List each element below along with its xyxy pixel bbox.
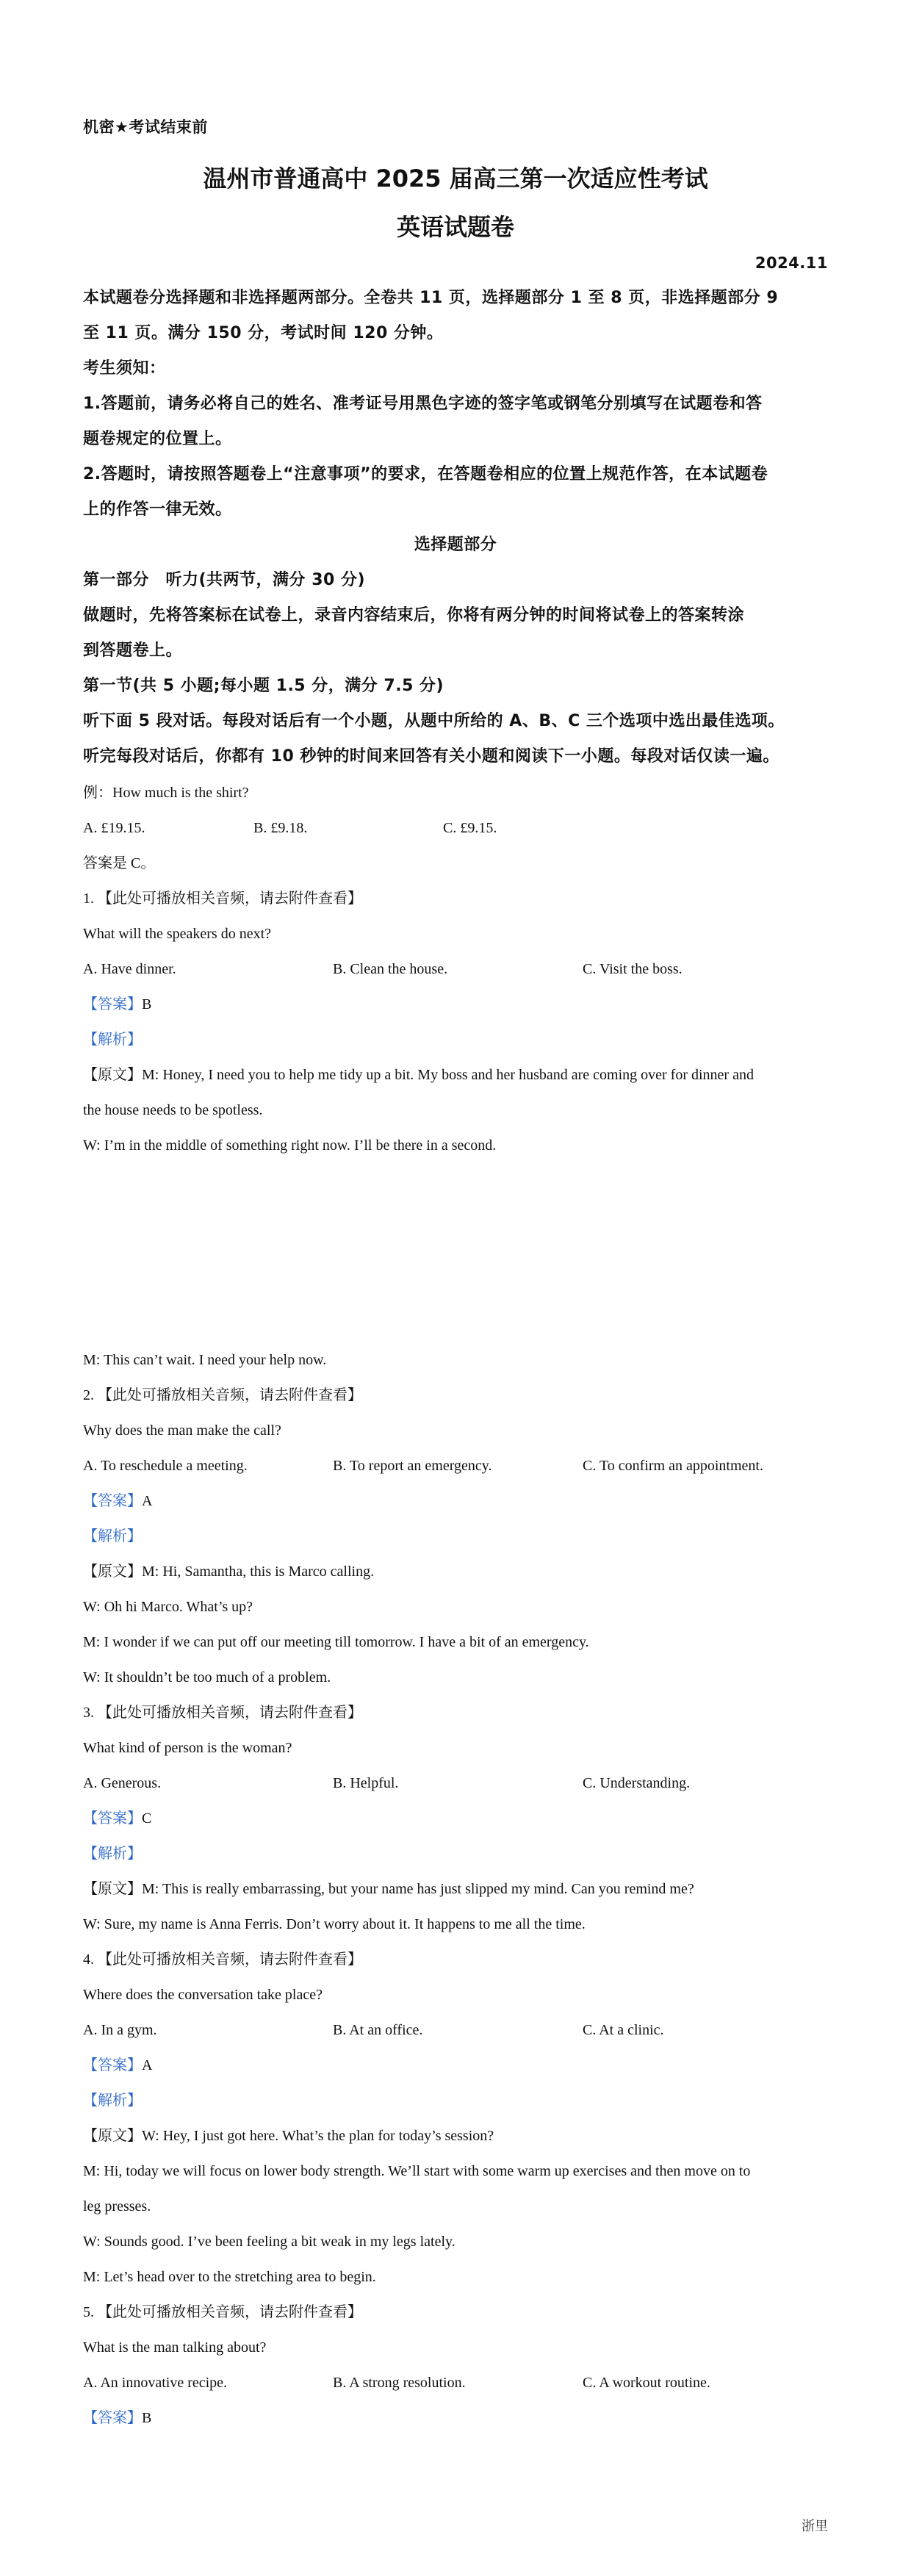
q2-option-a: A. To reschedule a meeting. xyxy=(83,1458,248,1474)
original-tag: 【原文】 xyxy=(83,1881,142,1897)
q4-transcript-1-text: W: Hey, I just got here. What’s the plan for today’s session? xyxy=(142,2128,494,2144)
q4-option-b: B. At an office. xyxy=(333,2022,423,2038)
q3-option-b: B. Helpful. xyxy=(333,1775,399,1791)
q4-transcript-4: M: Let’s head over to the stretching area to begin. xyxy=(83,2269,376,2285)
q1-number: 1. 【此处可播放相关音频，请去附件查看】 xyxy=(83,891,362,907)
q2-option-c: C. To confirm an appointment. xyxy=(583,1458,763,1474)
section-choice-heading: 选择题部分 xyxy=(414,536,497,554)
example-question: 例：How much is the shirt? xyxy=(83,785,249,801)
q2-transcript-1-text: M: Hi, Samantha, this is Marco calling. xyxy=(142,1564,375,1580)
q3-number: 3. 【此处可播放相关音频，请去附件查看】 xyxy=(83,1705,362,1721)
q5-number: 5. 【此处可播放相关音频，请去附件查看】 xyxy=(83,2304,362,2320)
q5-options xyxy=(83,2373,828,2392)
sec1-heading: 第一节(共 5 小题;每小题 1.5 分，满分 7.5 分) xyxy=(83,677,444,695)
sec1-instr-b: 听完每段对话后，你都有 10 秒钟的时间来回答有关小题和阅读下一小题。每段对话仅读一遍。 xyxy=(83,747,779,766)
q1-option-c: C. Visit the boss. xyxy=(583,961,683,977)
exam-date: 2024.11 xyxy=(755,254,828,272)
q3-option-c: C. Understanding. xyxy=(583,1775,691,1791)
original-tag: 【原文】 xyxy=(83,1067,142,1083)
example-option-c: C. £9.15. xyxy=(443,820,497,836)
q3-analysis-tag: 【解析】 xyxy=(83,1846,142,1862)
q1-options xyxy=(83,960,828,979)
part1-instr-b: 到答题卷上。 xyxy=(83,641,183,660)
q4-question: Where does the conversation take place? xyxy=(83,1987,323,2003)
q2-option-b: B. To report an emergency. xyxy=(333,1458,492,1474)
q3-transcript-2: W: Sure, my name is Anna Ferris. Don’t worry about it. It happens to me all the time. xyxy=(83,1916,586,1932)
intro-line-1: 本试题卷分选择题和非选择题两部分。全卷共 11 页，选择题部分 1 至 8 页，非选择题部分 9 xyxy=(83,289,779,307)
q4-transcript-2b: leg presses. xyxy=(83,2198,151,2215)
q4-transcript-2: M: Hi, today we will focus on lower body strength. We’ll start with some warm up exercises and then move on to xyxy=(83,2163,751,2179)
answer-tag: 【答案】 xyxy=(83,996,142,1012)
q2-transcript-4: W: It shouldn’t be too much of a problem. xyxy=(83,1669,331,1685)
page-footer: 浙里 xyxy=(802,2519,828,2534)
q3-transcript-1 xyxy=(83,1879,828,1899)
q4-option-c: C. At a clinic. xyxy=(583,2022,664,2038)
q5-question: What is the man talking about? xyxy=(83,2339,267,2356)
q3-option-a: A. Generous. xyxy=(83,1775,162,1791)
q3-answer xyxy=(83,1809,828,1828)
q4-option-a: A. In a gym. xyxy=(83,2022,157,2038)
intro-line-2: 至 11 页。满分 150 分，考试时间 120 分钟。 xyxy=(83,324,444,342)
notice-2b: 上的作答一律无效。 xyxy=(83,500,232,519)
q4-number: 4. 【此处可播放相关音频，请去附件查看】 xyxy=(83,1951,362,1968)
q1-transcript-1b: the house needs to be spotless. xyxy=(83,1102,263,1118)
exam-title: 温州市普通高中 2025 届高三第一次适应性考试 xyxy=(203,165,708,193)
q3-transcript-1-text: M: This is really embarrassing, but your name has just slipped my mind. Can you remind me? xyxy=(142,1881,694,1897)
original-tag: 【原文】 xyxy=(83,1564,142,1580)
notice-1b: 题卷规定的位置上。 xyxy=(83,430,232,448)
example-option-a: A. £19.15. xyxy=(83,820,145,836)
example-answer: 答案是 C。 xyxy=(83,855,156,871)
q4-options xyxy=(83,2021,828,2040)
q2-transcript-2: W: Oh hi Marco. What’s up? xyxy=(83,1599,253,1615)
q5-option-c: C. A workout routine. xyxy=(583,2375,710,2391)
q4-transcript-3: W: Sounds good. I’ve been feeling a bit weak in my legs lately. xyxy=(83,2234,455,2250)
q2-question: Why does the man make the call? xyxy=(83,1422,281,1439)
notice-title: 考生须知： xyxy=(83,359,166,378)
q2-analysis-tag: 【解析】 xyxy=(83,1528,142,1544)
part1-instr-a: 做题时，先将答案标在试卷上，录音内容结束后，你将有两分钟的时间将试卷上的答案转涂 xyxy=(83,606,745,625)
confidential-label: 机密★考试结束前 xyxy=(83,118,208,136)
q1-analysis-tag: 【解析】 xyxy=(83,1032,142,1048)
part1-heading: 第一部分 听力(共两节，满分 30 分) xyxy=(83,571,366,589)
q2-transcript-3: M: I wonder if we can put off our meeting till tomorrow. I have a bit of an emergency. xyxy=(83,1634,589,1650)
original-tag: 【原文】 xyxy=(83,2128,142,2144)
q2-answer-value: A xyxy=(142,1493,153,1509)
answer-tag: 【答案】 xyxy=(83,1493,142,1509)
q1-transcript-1 xyxy=(83,1065,828,1084)
exam-subtitle: 英语试题卷 xyxy=(396,213,514,241)
q1-answer-value: B xyxy=(142,996,152,1012)
q3-answer-value: C xyxy=(142,1810,152,1827)
q2-transcript-1 xyxy=(83,1562,828,1581)
q5-option-a: A. An innovative recipe. xyxy=(83,2375,228,2391)
q5-answer-value: B xyxy=(142,2410,152,2426)
q2-answer xyxy=(83,1492,828,1511)
q1-option-b: B. Clean the house. xyxy=(333,961,448,977)
q1-transcript-1-text: M: Honey, I need you to help me tidy up a bit. My boss and her husband are coming over for dinner and xyxy=(142,1067,754,1083)
q1-answer xyxy=(83,995,828,1014)
q3-question: What kind of person is the woman? xyxy=(83,1740,292,1756)
example-options xyxy=(83,819,828,838)
q2-options xyxy=(83,1456,828,1475)
q2-number: 2. 【此处可播放相关音频，请去附件查看】 xyxy=(83,1387,362,1403)
q3-options xyxy=(83,1774,828,1793)
q5-option-b: B. A strong resolution. xyxy=(333,2375,466,2391)
answer-tag: 【答案】 xyxy=(83,2410,142,2426)
example-option-b: B. £9.18. xyxy=(253,820,308,836)
q1-option-a: A. Have dinner. xyxy=(83,961,176,977)
answer-tag: 【答案】 xyxy=(83,1810,142,1827)
q4-analysis-tag: 【解析】 xyxy=(83,2093,142,2109)
answer-tag: 【答案】 xyxy=(83,2057,142,2073)
q4-answer xyxy=(83,2056,828,2075)
notice-1a: 1.答题前，请务必将自己的姓名、准考证号用黑色字迹的签字笔或钢笔分别填写在试题卷和答 xyxy=(83,395,763,413)
sec1-instr-a: 听下面 5 段对话。每段对话后有一个小题，从题中所给的 A、B、C 三个选项中选出最佳选项。 xyxy=(83,712,785,730)
q1-transcript-3: M: This can’t wait. I need your help now. xyxy=(83,1352,327,1368)
q5-answer xyxy=(83,2408,828,2428)
notice-2a: 2.答题时，请按照答题卷上“注意事项”的要求，在答题卷相应的位置上规范作答，在本试题卷 xyxy=(83,465,768,483)
q4-answer-value: A xyxy=(142,2057,153,2073)
q4-transcript-1 xyxy=(83,2126,828,2145)
q1-question: What will the speakers do next? xyxy=(83,926,272,942)
q1-transcript-2: W: I’m in the middle of something right now. I’ll be there in a second. xyxy=(83,1137,497,1154)
